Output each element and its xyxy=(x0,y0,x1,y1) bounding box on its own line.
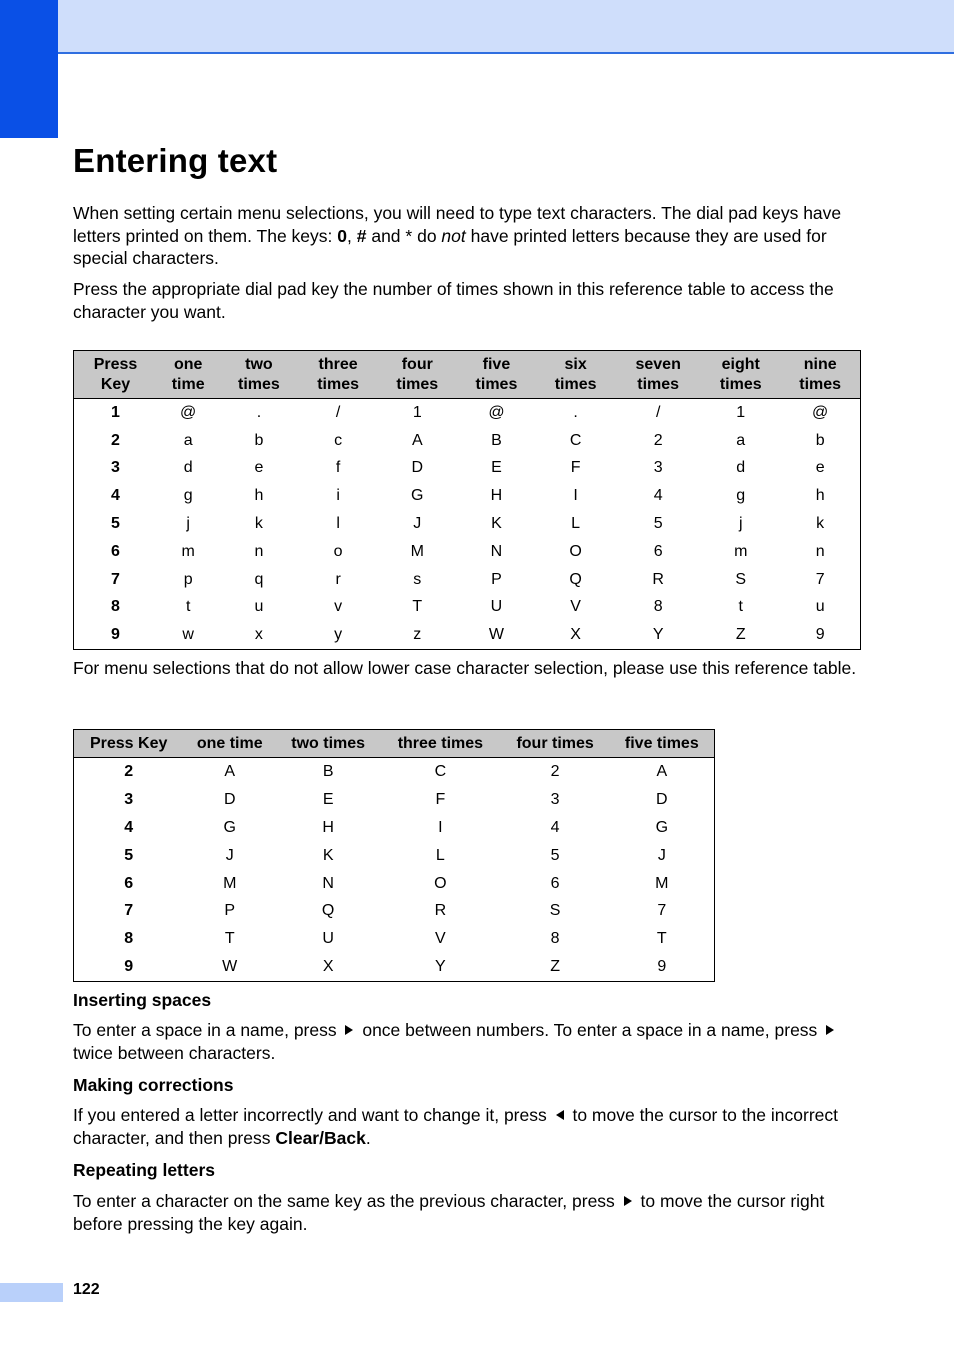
character-cell: g xyxy=(736,487,746,505)
press-key-cell: 4 xyxy=(111,487,120,505)
table-row xyxy=(74,870,715,898)
left-arrow-icon xyxy=(556,1110,564,1120)
character-cell: P xyxy=(491,570,502,588)
character-cell: K xyxy=(322,846,334,864)
character-cell: F xyxy=(570,459,581,477)
character-cell: 7 xyxy=(657,902,667,920)
character-cell: C xyxy=(569,431,582,449)
character-cell: d xyxy=(736,459,746,477)
character-table-full xyxy=(73,350,861,650)
character-cell: f xyxy=(335,459,341,477)
press-key-cell: 7 xyxy=(111,570,120,588)
press-key-cell: 1 xyxy=(111,403,120,421)
press-key-cell: 9 xyxy=(111,626,120,644)
character-cell: T xyxy=(224,930,235,948)
character-cell: M xyxy=(410,542,424,560)
table-row xyxy=(74,925,715,953)
heading-making-corrections: Making corrections xyxy=(73,1075,234,1095)
character-cell: 3 xyxy=(550,790,560,808)
character-cell: J xyxy=(413,515,422,533)
character-cell: / xyxy=(335,403,341,421)
character-cell: c xyxy=(334,431,343,449)
table-header-row xyxy=(74,730,715,758)
character-cell: q xyxy=(254,570,264,588)
character-cell: j xyxy=(186,515,190,533)
character-cell: D xyxy=(223,790,236,808)
key-zero: 0 xyxy=(337,225,347,246)
column-header: seven times xyxy=(615,351,701,399)
character-cell: u xyxy=(815,598,825,616)
paragraph-inserting-spaces: To enter a space in a name, press once between numbers. To enter a space in a name, press twice between characters. xyxy=(73,1019,863,1064)
character-cell: 9 xyxy=(815,626,825,644)
character-cell: 1 xyxy=(412,403,422,421)
character-cell: M xyxy=(223,874,237,892)
character-cell: n xyxy=(815,542,825,560)
table-header-row xyxy=(74,351,861,399)
character-cell: Q xyxy=(321,902,335,920)
table-row xyxy=(74,786,715,814)
character-cell: t xyxy=(185,598,191,616)
table-row xyxy=(74,842,715,870)
character-cell: A xyxy=(224,762,236,780)
column-header: Press Key xyxy=(74,730,184,758)
character-cell: T xyxy=(412,598,423,616)
character-cell: 5 xyxy=(550,846,560,864)
character-cell: G xyxy=(223,818,236,836)
press-key-cell: 6 xyxy=(111,542,120,560)
character-cell: S xyxy=(735,570,747,588)
column-header: Press Key xyxy=(74,351,158,399)
character-cell: k xyxy=(816,515,825,533)
character-cell: / xyxy=(655,403,661,421)
character-cell: 8 xyxy=(653,598,663,616)
character-cell: n xyxy=(254,542,264,560)
character-cell: y xyxy=(334,626,343,644)
key-hash: # xyxy=(356,225,367,246)
character-cell: e xyxy=(815,459,825,477)
character-cell: 2 xyxy=(653,431,663,449)
character-cell: p xyxy=(183,570,193,588)
character-cell: v xyxy=(334,598,343,616)
character-cell: w xyxy=(182,626,194,644)
press-key-cell: 2 xyxy=(111,431,120,449)
character-cell: E xyxy=(322,790,334,808)
table-row xyxy=(74,482,861,510)
character-cell: B xyxy=(322,762,334,780)
character-cell: z xyxy=(413,626,422,644)
character-cell: 3 xyxy=(653,459,663,477)
press-key-cell: 3 xyxy=(111,459,120,477)
paragraph-making-corrections: If you entered a letter incorrectly and want to change it, press to move the cursor to the incorrect character, and then press Clear/Back. xyxy=(73,1105,838,1148)
character-cell: t xyxy=(738,598,743,616)
character-cell: j xyxy=(738,515,743,533)
press-key-cell: 3 xyxy=(124,790,134,808)
character-cell: 5 xyxy=(653,515,663,533)
character-cell: s xyxy=(413,570,422,588)
character-cell: O xyxy=(434,874,447,892)
character-cell: R xyxy=(434,902,447,920)
character-cell: X xyxy=(570,626,581,644)
character-cell: K xyxy=(491,515,502,533)
table-row xyxy=(74,566,861,594)
character-cell: D xyxy=(656,790,668,808)
character-cell: @ xyxy=(180,403,197,421)
character-cell: C xyxy=(434,762,447,780)
press-key-cell: 6 xyxy=(124,874,134,892)
table-row xyxy=(74,897,715,925)
table-row xyxy=(74,455,861,483)
table-row xyxy=(74,399,861,427)
table-row xyxy=(74,427,861,455)
right-arrow-icon xyxy=(624,1196,632,1206)
column-header: three times xyxy=(380,730,500,758)
character-cell: N xyxy=(322,874,334,892)
column-header: one time xyxy=(157,351,219,399)
character-cell: l xyxy=(336,515,340,533)
column-header: four times xyxy=(378,351,457,399)
character-cell: L xyxy=(435,846,445,864)
column-header: three times xyxy=(299,351,378,399)
column-header: nine times xyxy=(780,351,860,399)
character-cell: D xyxy=(411,459,424,477)
character-cell: 4 xyxy=(550,818,560,836)
uppercase-note: For menu selections that do not allow lower case character selection, please use this reference table. xyxy=(73,658,857,678)
character-cell: H xyxy=(322,818,334,836)
character-cell: 6 xyxy=(653,542,663,560)
character-cell: b xyxy=(815,431,825,449)
column-header: five times xyxy=(610,730,715,758)
character-cell: U xyxy=(322,930,334,948)
character-cell: 2 xyxy=(550,762,560,780)
character-cell: b xyxy=(254,431,264,449)
heading-inserting-spaces: Inserting spaces xyxy=(73,990,212,1010)
press-key-cell: 8 xyxy=(111,598,120,616)
press-key-cell: 9 xyxy=(124,958,134,976)
character-cell: N xyxy=(490,542,503,560)
press-key-cell: 7 xyxy=(124,902,134,920)
character-cell: 4 xyxy=(653,487,663,505)
heading-repeating-letters: Repeating letters xyxy=(73,1160,215,1180)
table-row xyxy=(74,621,861,649)
character-cell: P xyxy=(224,902,236,920)
table-row xyxy=(74,594,861,622)
right-arrow-icon xyxy=(345,1025,353,1035)
footer-bar xyxy=(0,1283,63,1302)
intro-paragraph-1: When setting certain menu selections, you will need to type text characters. The dial pad keys have letters printed on them. The keys: 0, # and * do not have printed letters because they are used for special characters. xyxy=(73,203,842,268)
character-cell: 1 xyxy=(736,403,746,421)
key-star: * xyxy=(405,225,413,246)
table-row xyxy=(74,538,861,566)
character-cell: x xyxy=(254,626,263,644)
character-cell: H xyxy=(490,487,503,505)
character-cell: 9 xyxy=(657,958,667,976)
column-header: two times xyxy=(219,351,298,399)
character-cell: G xyxy=(655,818,669,836)
character-cell: Q xyxy=(569,570,582,588)
column-header: eight times xyxy=(701,351,780,399)
character-cell: U xyxy=(490,598,503,616)
column-header: one time xyxy=(183,730,276,758)
header-band xyxy=(0,0,954,54)
character-cell: . xyxy=(256,403,262,421)
character-cell: Y xyxy=(652,626,664,644)
press-key-cell: 8 xyxy=(124,930,134,948)
character-cell: d xyxy=(183,459,193,477)
character-cell: 6 xyxy=(550,874,560,892)
press-key-cell: 2 xyxy=(124,762,134,780)
character-cell: M xyxy=(655,874,669,892)
character-cell: S xyxy=(549,902,561,920)
press-key-cell: 5 xyxy=(124,846,134,864)
character-cell: e xyxy=(254,459,264,477)
character-cell: O xyxy=(569,542,582,560)
column-header: four times xyxy=(501,730,610,758)
right-arrow-icon xyxy=(826,1025,834,1035)
character-cell: I xyxy=(438,818,443,836)
character-cell: m xyxy=(734,542,748,560)
intro-paragraph-2: Press the appropriate dial pad key the number of times shown in this reference table to access the character you want. xyxy=(73,279,834,322)
press-key-cell: 5 xyxy=(111,515,120,533)
chapter-tab xyxy=(0,0,58,138)
character-cell: G xyxy=(411,487,424,505)
character-cell: L xyxy=(571,515,581,533)
character-cell: a xyxy=(736,431,746,449)
character-cell: J xyxy=(657,846,666,864)
character-cell: W xyxy=(488,626,504,644)
character-cell: W xyxy=(222,958,238,976)
page-title: Entering text xyxy=(73,142,278,179)
character-cell: X xyxy=(322,958,334,976)
character-cell: r xyxy=(335,570,341,588)
character-cell: @ xyxy=(812,403,829,421)
character-cell: @ xyxy=(488,403,505,421)
character-cell: I xyxy=(573,487,578,505)
table-row xyxy=(74,953,715,981)
column-header: five times xyxy=(457,351,536,399)
character-cell: T xyxy=(656,930,667,948)
character-cell: . xyxy=(573,403,578,421)
table-row xyxy=(74,758,715,786)
column-header: six times xyxy=(536,351,615,399)
character-cell: V xyxy=(570,598,581,616)
character-cell: o xyxy=(333,542,343,560)
character-cell: J xyxy=(225,846,234,864)
character-cell: Z xyxy=(550,958,560,976)
character-cell: g xyxy=(183,487,193,505)
character-cell: 8 xyxy=(550,930,560,948)
character-cell: h xyxy=(815,487,825,505)
character-cell: h xyxy=(254,487,264,505)
press-key-cell: 4 xyxy=(124,818,134,836)
character-cell: B xyxy=(491,431,502,449)
table-row xyxy=(74,510,861,538)
column-header: two times xyxy=(276,730,380,758)
character-cell: F xyxy=(435,790,446,808)
character-cell: A xyxy=(656,762,668,780)
table-row xyxy=(74,814,715,842)
character-table-uppercase xyxy=(73,729,715,982)
character-cell: A xyxy=(411,431,423,449)
character-cell: i xyxy=(336,487,340,505)
character-cell: R xyxy=(652,570,664,588)
page-number: 122 xyxy=(73,1281,100,1298)
character-cell: V xyxy=(435,930,446,948)
character-cell: E xyxy=(491,459,502,477)
character-cell: m xyxy=(181,542,195,560)
character-cell: 7 xyxy=(815,570,825,588)
character-cell: Y xyxy=(435,958,446,976)
character-cell: Z xyxy=(735,626,746,644)
character-cell: a xyxy=(183,431,193,449)
paragraph-repeating-letters: To enter a character on the same key as the previous character, press to move the cursor right before pressing the key again. xyxy=(73,1191,825,1234)
clear-back-key: Clear/Back xyxy=(275,1127,366,1148)
character-cell: u xyxy=(254,598,264,616)
character-cell: k xyxy=(254,515,263,533)
